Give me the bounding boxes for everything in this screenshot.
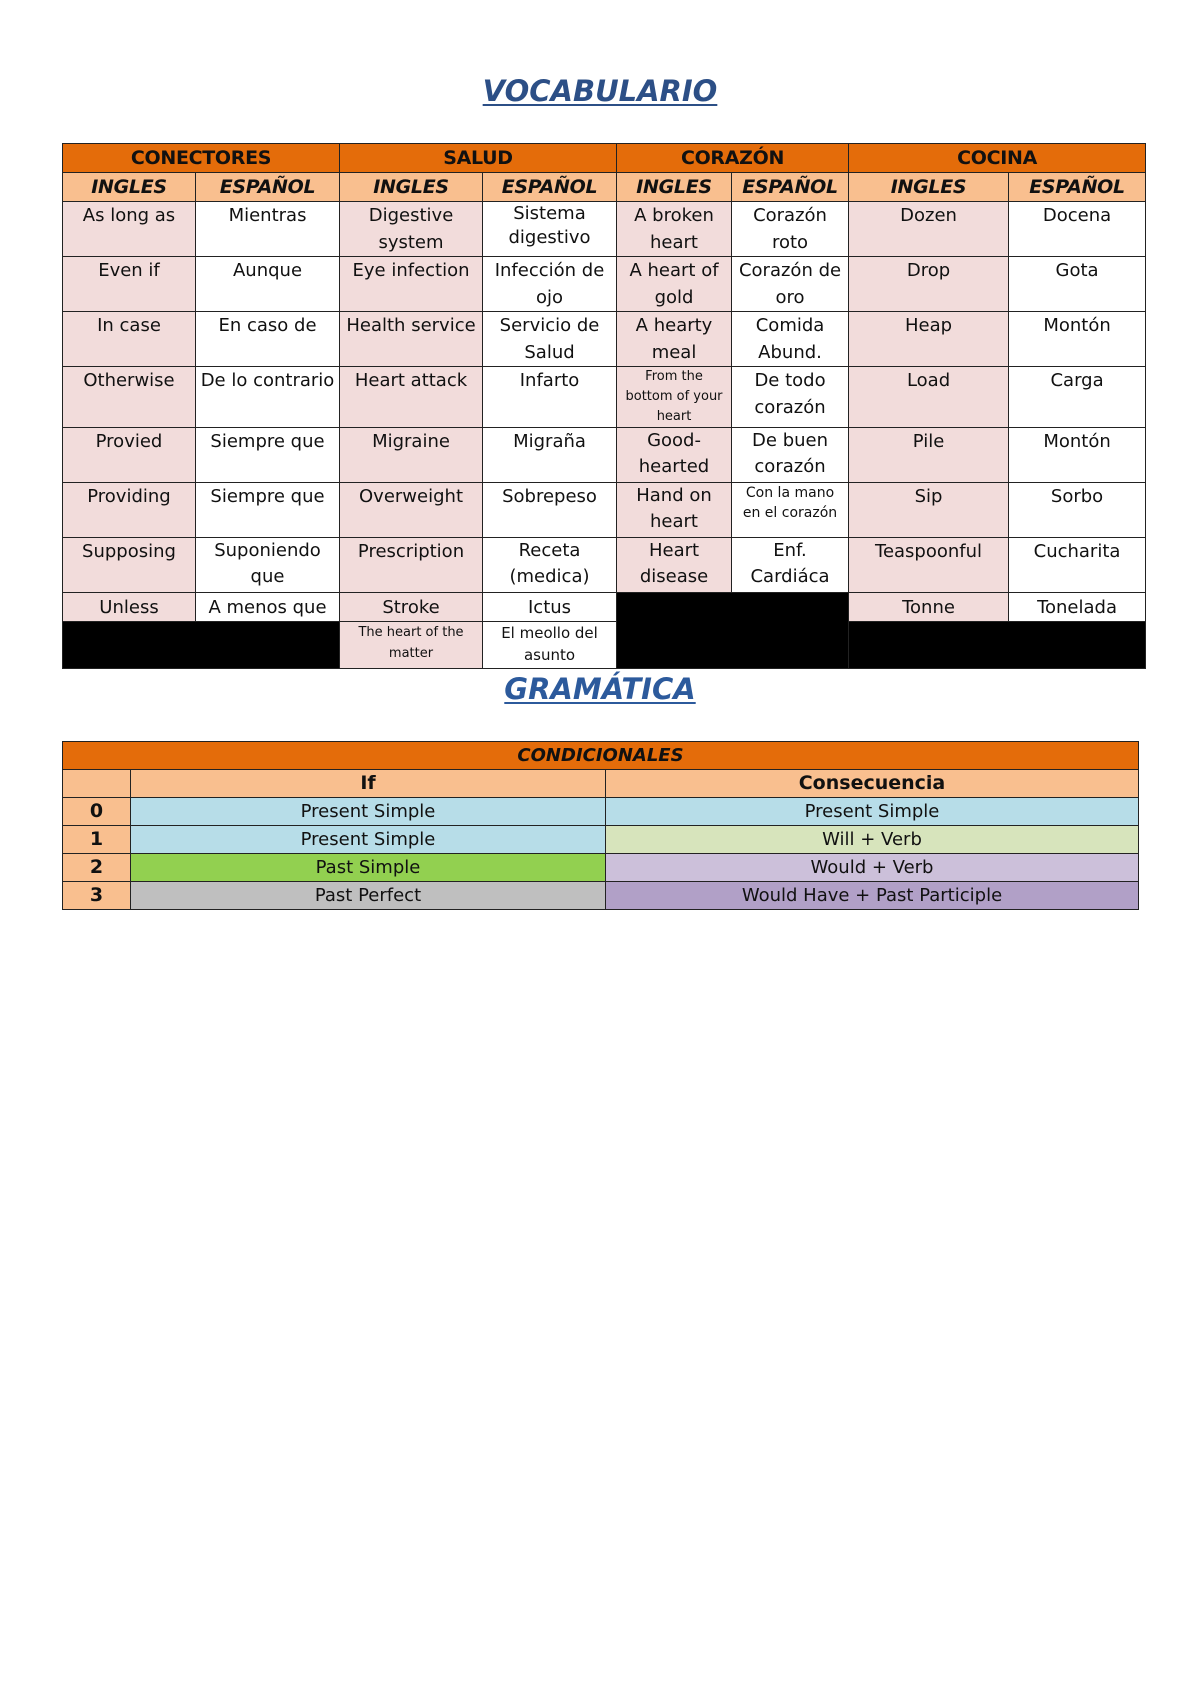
table-cell: Provied: [63, 428, 196, 483]
table-cell: Would + Verb: [606, 854, 1139, 882]
table-row: [63, 257, 1146, 312]
table-cell: Digestive system: [340, 202, 483, 257]
table-cell: Would Have + Past Participle: [606, 882, 1139, 910]
column-header: ESPAÑOL: [732, 173, 849, 202]
table-cell: Heap: [849, 312, 1009, 367]
table-cell: Past Perfect: [131, 882, 606, 910]
table-cell: Will + Verb: [606, 826, 1139, 854]
table-cell: De lo contrario: [196, 367, 340, 428]
table-cell: Pile: [849, 428, 1009, 483]
table-row: [63, 593, 1146, 622]
column-header: INGLES: [849, 173, 1009, 202]
table-cell: Hand on heart: [617, 483, 732, 538]
table-cell: Providing: [63, 483, 196, 538]
category-salud: SALUD: [340, 144, 617, 173]
table-cell: Sorbo: [1009, 483, 1146, 538]
table-cell: Corazón de oro: [732, 257, 849, 312]
table-cell: Con la mano en el corazón: [732, 483, 849, 538]
table-cell: Eye infection: [340, 257, 483, 312]
table-cell: Siempre que: [196, 483, 340, 538]
conditionals-table: [62, 741, 1139, 910]
table-cell: Prescription: [340, 538, 483, 593]
table-row: [63, 202, 1146, 257]
table-cell: El meollo del asunto: [483, 622, 617, 669]
table-cell: The heart of the matter: [340, 622, 483, 669]
table-row: [63, 622, 1146, 669]
table-row: [63, 312, 1146, 367]
table-cell: Cucharita: [1009, 538, 1146, 593]
table-cell: Carga: [1009, 367, 1146, 428]
table-cell: Otherwise: [63, 367, 196, 428]
table-cell: Present Simple: [131, 826, 606, 854]
column-header: ESPAÑOL: [483, 173, 617, 202]
table-cell: Tonne: [849, 593, 1009, 622]
table-cell: Servicio de Salud: [483, 312, 617, 367]
category-corazon: CORAZÓN: [617, 144, 849, 173]
table-cell: Ictus: [483, 593, 617, 622]
table-cell: Health service: [340, 312, 483, 367]
row-number: 0: [63, 798, 131, 826]
conditionals-title: CONDICIONALES: [63, 742, 1139, 770]
table-cell: Siempre que: [196, 428, 340, 483]
table-cell: Past Simple: [131, 854, 606, 882]
blackout-cell: [849, 622, 1146, 669]
table-row: [63, 483, 1146, 538]
table-cell: As long as: [63, 202, 196, 257]
table-cell: Load: [849, 367, 1009, 428]
table-cell: A heart of gold: [617, 257, 732, 312]
row-number: 1: [63, 826, 131, 854]
column-header-if: If: [131, 770, 606, 798]
table-cell: En caso de: [196, 312, 340, 367]
table-cell: A hearty meal: [617, 312, 732, 367]
table-cell: A menos que: [196, 593, 340, 622]
table-cell: Even if: [63, 257, 196, 312]
table-row: [63, 854, 1139, 882]
table-cell: In case: [63, 312, 196, 367]
table-cell: Suponiendo que: [196, 538, 340, 593]
table-cell: Enf. Cardiáca: [732, 538, 849, 593]
table-cell: Good-hearted: [617, 428, 732, 483]
table-cell: Heart attack: [340, 367, 483, 428]
table-cell: Present Simple: [606, 798, 1139, 826]
table-cell: Heart disease: [617, 538, 732, 593]
blackout-cell: [617, 593, 849, 669]
column-header-consecuencia: Consecuencia: [606, 770, 1139, 798]
table-cell: Teaspoonful: [849, 538, 1009, 593]
category-header-row: [63, 144, 1146, 173]
table-cell: Infección de ojo: [483, 257, 617, 312]
gramatica-title: GRAMÁTICA: [504, 672, 696, 706]
table-cell: Sistema digestivo: [483, 202, 617, 257]
row-number: 3: [63, 882, 131, 910]
column-header: INGLES: [340, 173, 483, 202]
table-cell: Migraine: [340, 428, 483, 483]
table-row: [63, 428, 1146, 483]
table-cell: Montón: [1009, 428, 1146, 483]
table-cell: Present Simple: [131, 798, 606, 826]
column-header: ESPAÑOL: [196, 173, 340, 202]
conditionals-header-row: [63, 770, 1139, 798]
category-cocina: COCINA: [849, 144, 1146, 173]
table-cell: Dozen: [849, 202, 1009, 257]
table-cell: Sobrepeso: [483, 483, 617, 538]
column-header: INGLES: [63, 173, 196, 202]
category-conectores: CONECTORES: [63, 144, 340, 173]
table-row: [63, 882, 1139, 910]
conditionals-title-row: [63, 742, 1139, 770]
table-row: [63, 798, 1139, 826]
column-header: ESPAÑOL: [1009, 173, 1146, 202]
table-cell: Sip: [849, 483, 1009, 538]
table-cell: Migraña: [483, 428, 617, 483]
table-cell: A broken heart: [617, 202, 732, 257]
table-cell: Docena: [1009, 202, 1146, 257]
table-cell: De buen corazón: [732, 428, 849, 483]
table-cell: Supposing: [63, 538, 196, 593]
table-cell: Gota: [1009, 257, 1146, 312]
table-cell: Overweight: [340, 483, 483, 538]
blackout-cell: [63, 770, 131, 798]
table-cell: Infarto: [483, 367, 617, 428]
blackout-cell: [63, 622, 340, 669]
table-row: [63, 538, 1146, 593]
language-header-row: [63, 173, 1146, 202]
table-row: [63, 367, 1146, 428]
table-cell: Tonelada: [1009, 593, 1146, 622]
table-cell: Montón: [1009, 312, 1146, 367]
table-cell: Aunque: [196, 257, 340, 312]
table-row: [63, 826, 1139, 854]
vocabulary-table: [62, 143, 1146, 669]
table-cell: Mientras: [196, 202, 340, 257]
table-cell: De todo corazón: [732, 367, 849, 428]
table-cell: Unless: [63, 593, 196, 622]
table-cell: Corazón roto: [732, 202, 849, 257]
vocabulario-title: VOCABULARIO: [482, 74, 718, 108]
table-cell: Stroke: [340, 593, 483, 622]
table-cell: Comida Abund.: [732, 312, 849, 367]
row-number: 2: [63, 854, 131, 882]
table-cell: Receta (medica): [483, 538, 617, 593]
table-cell: From the bottom of your heart: [617, 367, 732, 428]
table-cell: Drop: [849, 257, 1009, 312]
column-header: INGLES: [617, 173, 732, 202]
